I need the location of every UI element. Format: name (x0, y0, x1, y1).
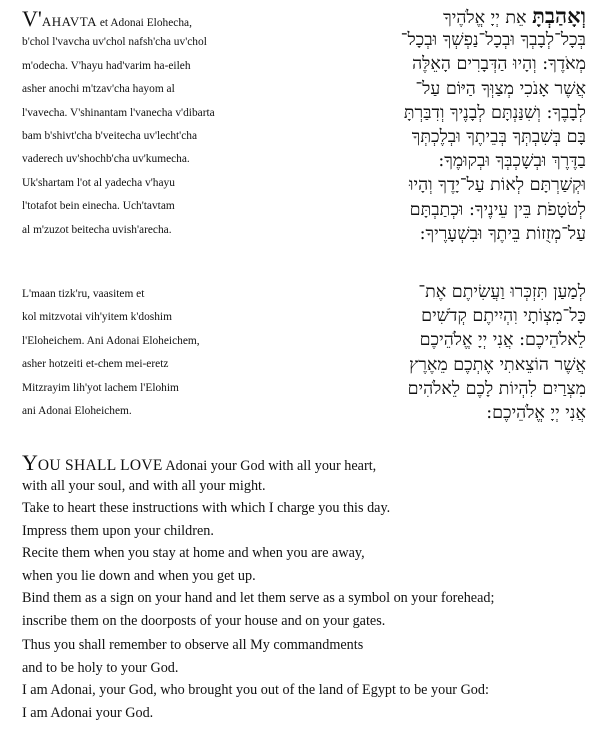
english-line: I am Adonai, your God, who brought you out of the land of Egypt to be your God: (22, 682, 489, 698)
transliteration-small-caps: AHAVTA (41, 14, 98, 29)
transliteration-line: m'odecha. V'hayu had'varim ha-eileh (22, 59, 191, 72)
transliteration-line: Uk'shartam l'ot al yadecha v'hayu (22, 176, 175, 189)
hebrew-line: בָּם בְּשִׁבְתְּךָ בְּבֵיתֶךָ וּבְלֶכְתְּךָ (411, 126, 586, 147)
hebrew-line: בַדֶּרֶךְ וּבְשָׁכְבְּךָ וּבְקוּמֶךָ: (438, 151, 586, 172)
english-first-line (22, 452, 592, 475)
hebrew-first-line (334, 4, 586, 28)
english-line: Take to heart these instructions with which I charge you this day. (22, 500, 391, 516)
hebrew-line: מְאֹדֶךָ: וְהָיוּ הַדְּבָרִים הָאֵלֶּה (412, 54, 586, 75)
hebrew-line: לְמַעַן תִּזְכְּרוּ וַעֲשִׂיתֶם אֶת־ (418, 282, 586, 302)
hebrew-line: לְטֹטָפֹת בֵּין עֵינֶיךָ: וּכְתַבְתָּם (409, 199, 586, 220)
transliteration-line: Mitzrayim lih'yot lachem l'Elohim (22, 381, 179, 394)
transliteration-line: bam b'shivt'cha b'veitecha uv'lecht'cha (22, 129, 198, 142)
english-line: Impress them upon your children. (22, 522, 214, 539)
hebrew-line: בְּכָל־לְבָבְךָ וּבְכָל־נַפְשְׁךָ וּבְכָל־ (400, 30, 586, 51)
transliteration-first-line-rest: et Adonai Elohecha, (97, 17, 192, 29)
transliteration-line: L'maan tizk'ru, vaasitem et (22, 288, 145, 300)
transliteration-line: asher anochi m'tzav'cha hayom al (22, 83, 175, 96)
hebrew-line: וּקְשַׁרְתָּם לְאוֹת עַל־יָדֶךָ וְהָיוּ (409, 175, 586, 196)
transliteration-line: l'totafot bein einecha. Uch'tavtam (22, 200, 175, 213)
english-line: and to be holy to your God. (22, 659, 179, 676)
transliteration-line: vaderech uv'shochb'cha uv'kumecha. (22, 153, 190, 166)
hebrew-first-word: וְאָהַבְתָּ (532, 3, 586, 28)
transliteration-line: al m'zuzot beitecha uvish'arecha. (22, 223, 172, 236)
hebrew-line: לֵאלֹהֵיכֶם: אֲנִי יְיָ אֱלֹהֵיכֶם (419, 330, 586, 351)
transliteration-line: ani Adonai Eloheichem. (22, 404, 132, 417)
english-line: when you lie down and when you get up. (22, 567, 256, 584)
hebrew-line: אֲנִי יְיָ אֱלֹהֵיכֶם: (486, 402, 586, 423)
english-line: I am Adonai your God. (22, 704, 154, 721)
hebrew-first-line-rest: אֵת יְיָ אֱלֹהֶיךָ (443, 8, 533, 28)
hebrew-line: עַל־מְזֻזוֹת בֵּיתֶךָ וּבִשְׁעָרֶיךָ: (419, 223, 586, 244)
transliteration-line: asher hotzeiti et-chem mei-eretz (22, 358, 169, 371)
hebrew-block-1 (334, 4, 586, 246)
english-line: inscribe them on the doorposts of your house and on your gates. (22, 612, 386, 629)
english-small-caps: OU SHALL LOVE (37, 457, 163, 474)
transliteration-line: kol mitzvotai vih'yitem k'doshim (22, 311, 172, 324)
english-drop-cap: Y (22, 450, 38, 475)
transliteration-line: b'chol l'vavcha uv'chol nafsh'cha uv'chol (22, 36, 207, 49)
english-block-1 (22, 452, 592, 632)
hebrew-line: אֲשֶׁר הוֹצֵאתִי אֶתְכֶם מֵאֶרֶץ (409, 354, 586, 375)
hebrew-line: מִצְרַיִם לִהְיוֹת לָכֶם לֵאלֹהִים (407, 378, 586, 399)
hebrew-block-2 (334, 280, 586, 425)
hebrew-line: אֲשֶׁר אָנֹכִי מְצַוְּךָ הַיּוֹם עַל־ (415, 78, 586, 99)
transliteration-first-line (22, 8, 322, 31)
transliteration-line: l'vavecha. V'shinantam l'vanecha v'dibarta (22, 106, 215, 119)
hebrew-line: לְבָבֶךָ: וְשִׁנַּנְתָּם לְבָנֶיךָ וְדִבַּרְתָּ (403, 102, 586, 123)
english-line: Recite them when you stay at home and when you are away, (22, 545, 365, 561)
transliteration-block-1 (22, 8, 322, 242)
english-line: with all your soul, and with all your might. (22, 477, 266, 494)
hebrew-line: כָּל־מִצְוֹתָי וִהְיִיתֶם קְדֹשִׁים (421, 306, 586, 327)
english-first-line-rest: Adonai your God with all your heart, (162, 458, 377, 474)
transliteration-line: l'Eloheichem. Ani Adonai Eloheichem, (22, 334, 200, 347)
english-line: Thus you shall remember to observe all My commandments (22, 637, 364, 653)
english-block-2 (22, 634, 592, 724)
transliteration-drop-cap: V' (22, 6, 42, 31)
english-line: Bind them as a sign on your hand and let them serve as a symbol on your forehead; (22, 590, 495, 606)
transliteration-block-2 (22, 283, 322, 423)
